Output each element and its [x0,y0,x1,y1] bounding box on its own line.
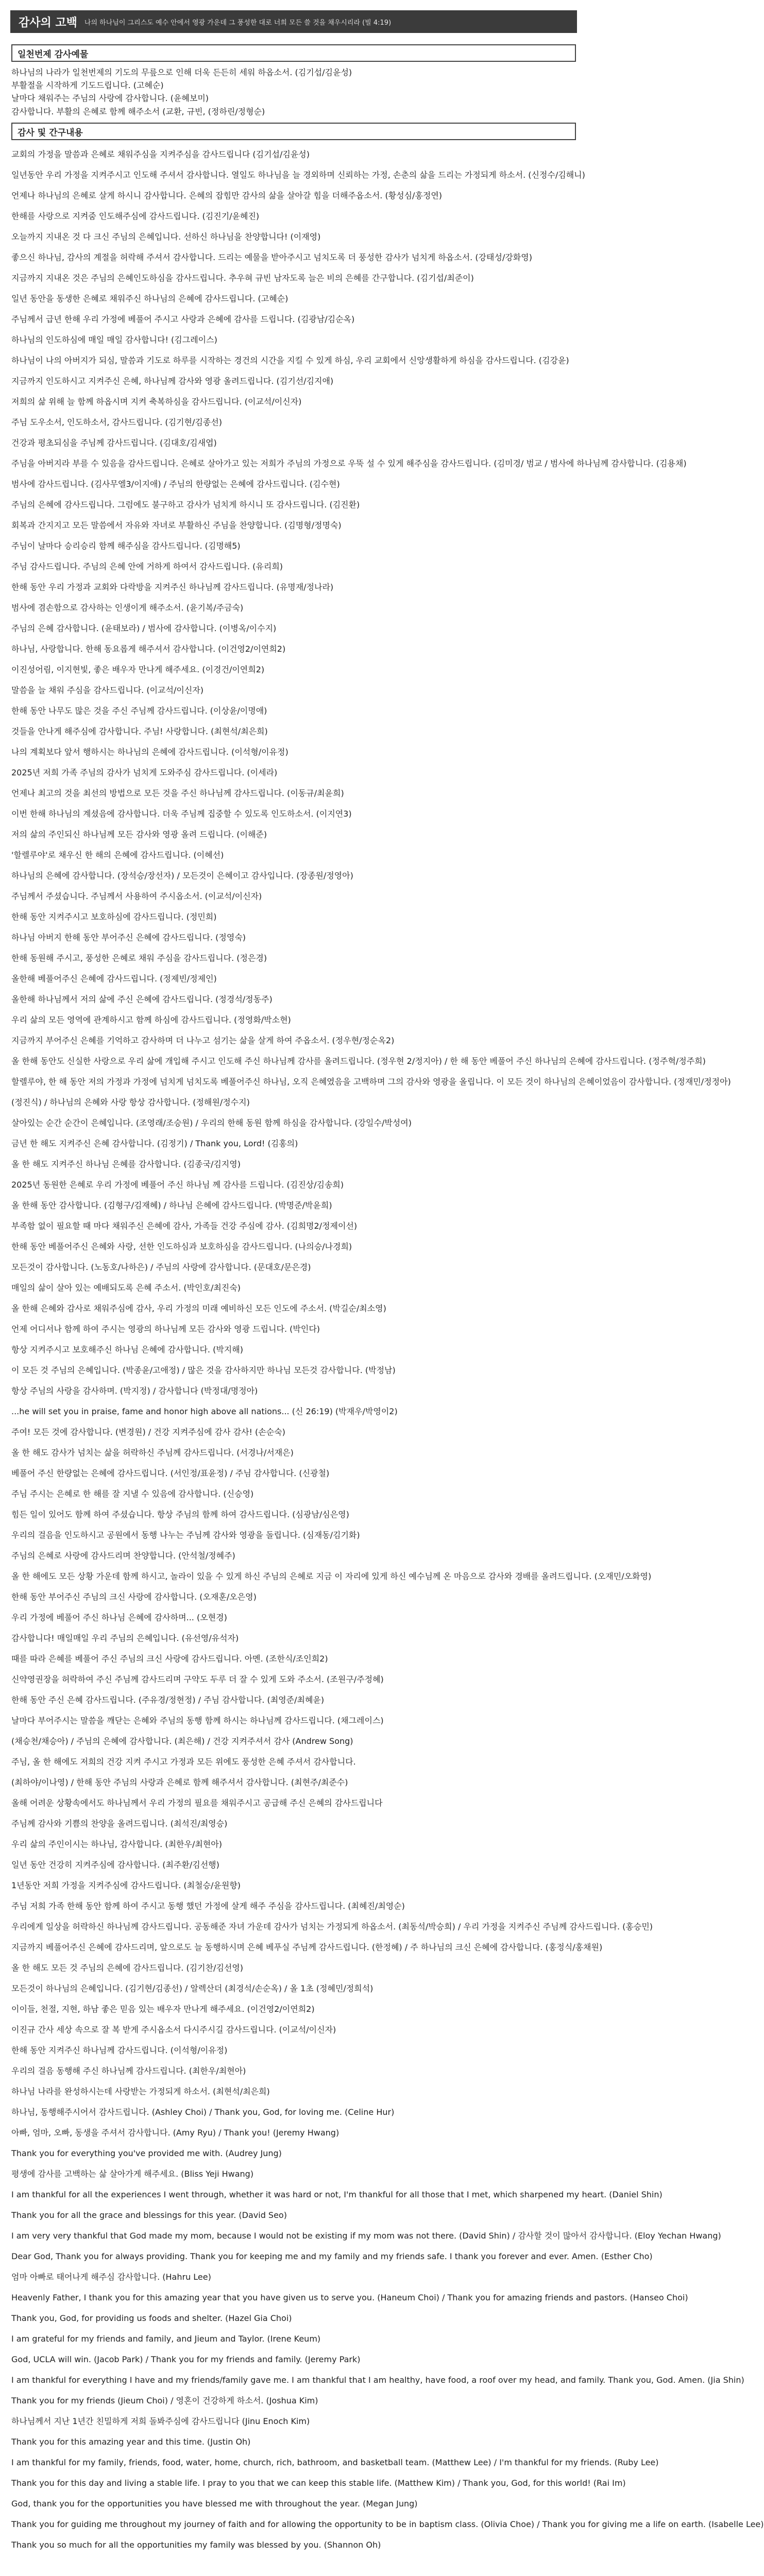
list-item: 하나님의 은혜에 감사합니다. (장석승/장선자) / 모든것이 은혜이고 감사입니다. (장종원/정영아) [11,871,353,880]
list-item: 언제나 하나님의 은혜로 살게 하시니 감사합니다. 은혜의 잡힘만 감사의 삶을 살아갈 힘을 더해주옵소서. (황성심/홍정연) [11,191,443,200]
list-item: 모든것이 하나님의 은혜입니다. (김기현/김종선) / 알렉산더 (최경석/손순옥) / 올 1초 (정혜민/정희석) [11,1984,373,1993]
list-item: 올 한 해도 지켜주신 하나님 은혜를 감사합니다. (김종국/김지영) [11,1159,241,1169]
list-item: 할렐루야, 한 해 동안 저의 가정과 가정에 넘치게 넘치도록 베풀어주신 하나님, 오직 은혜였음을 고백하며 그의 감사와 영광을 올립니다. 이 모든 것이 하나님의 은혜이었음이 감사합니다. (정재민/정정아) [11,1077,731,1087]
list-item: Dear God, Thank you for always providing. Thank you for keeping me and my family and my friends safe. I thank you forever and ever. Amen. (Esther Cho) [11,2251,653,2261]
list-item: I am thankful for everything I have and my friends/family gave me. I am thankful that I am healthy, have food, a roof over my head, and family. Thank you, God. Amen. (Jia Shin) [11,2375,744,2385]
list-item: 올 한해 동안도 신실한 사랑으로 우리 삶에 개입해 주시고 인도해 주신 하나님께 감사를 올려드립니다. (정우현 2/정지아) / 한 해 동안 베풀어 주신 하나님의 은혜에 감사드립니다. (정주혁/정주희) [11,1056,706,1066]
list-item: 지금까지 베풀어주신 은혜에 감사드리며, 앞으로도 늘 동행하시며 은혜 베푸실 주님께 감사드립니다. (한정혜) / 주 하나님의 크신 은혜에 감사합니다. (홍정식/홍채원) [11,1942,603,1952]
list-item: Thank you for everything you've provided me with. (Audrey Jung) [11,2148,282,2158]
list-item: 한해 동안 베풀어주신 은혜와 사랑, 선한 인도하심과 보호하심을 감사드립니다. (나의승/나경희) [11,1242,352,1251]
list-item: I am thankful for all the experiences I went through, whether it was hard or not, I'm thankful for all those that I met, which sharpened my heart. (Daniel Shin) [11,2190,663,2199]
list-item: 주님께 감사와 기쁨의 찬양을 올려드립니다. (최석진/최영승) [11,1819,228,1828]
list-item: 좋으신 하나님, 감사의 계절을 허락해 주셔서 감사합니다. 드리는 예물을 받아주시고 넘치도록 더 풍성한 감사가 넘치게 하옵소서. (강태성/강화영) [11,252,532,262]
list-item: 한해 동안 지켜주신 하나님께 감사드립니다. (이석형/이유정) [11,2045,228,2055]
offering-list [11,66,576,118]
list-item: 하나님의 나라가 일천번제의 기도의 무릎으로 인해 더욱 든든히 세워 하옵소서. (김기섭/김윤성) [11,67,352,77]
list-item: 범사에 겸손함으로 감사하는 인생이게 해주소서. (윤기복/주금숙) [11,603,244,613]
list-item: 우리 가정에 베풀어 주신 하나님 은혜에 감사하며... (오현경) [11,1613,227,1622]
list-item: 주님 주시는 은혜로 한 해를 잘 지낼 수 있음에 감사합니다. (신승영) [11,1489,254,1499]
list-item: 올 한 해도 감사가 넘치는 삶을 허락하신 주님께 감사드립니다. (서경나/서재은) [11,1448,294,1458]
list-item: 한해 동안 우리 가정과 교회와 다락방을 지켜주신 하나님께 감사드립니다. (유명재/정나라) [11,582,334,592]
list-item: Thank you for guiding me throughout my journey of faith and for allowing the opportunity to be in baptism class. (Olivia Choe) / Thank you for giving me a life on earth. (Isabelle Lee) [11,2519,764,2529]
list-item: 날마다 채워주는 주님의 사랑에 감사합니다. (윤혜보미) [11,93,209,104]
list-item: 말씀을 늘 채워 주심을 감사드립니다. (이교석/이신자) [11,685,203,695]
list-item: 언제나 최고의 것을 최선의 방법으로 모든 것을 주신 하나님께 감사드립니다. (이동규/최윤희) [11,788,344,798]
list-item: 하나님, 동행해주시어서 감사드립니다. (Ashley Choi) / Thank you, God, for loving me. (Celine Hur) [11,2107,395,2117]
list-item: Thank you for this day and living a stable life. I pray to you that we can keep this stable life. (Matthew Kim) / Thank you, God, for this world! (Rai Im) [11,2478,626,2488]
list-item: 주님, 올 한 해에도 저희의 건강 지켜 주시고 가정과 모든 위에도 풍성한 은혜 주셔서 감사합니다. [11,1757,356,1767]
list-item: 회복과 간지지고 모든 말씀에서 자유와 자녀로 부활하신 주님을 찬양합니다. (김명형/정명숙) [11,520,342,530]
list-item: 한해 동안 부어주신 주님의 크신 사랑에 감사합니다. (오재훈/오은영) [11,1592,257,1602]
list-item: 하나님께서 지난 1년간 친밀하게 저희 돌봐주심에 감사드립니다 (Jinu Enoch Kim) [11,2416,310,2426]
list-item: I am grateful for my friends and family, and Jieum and Taylor. (Irene Keum) [11,2334,321,2344]
list-item: I am very very thankful that God made my mom, because I would not be existing if my mom was not there. (David Shin) / 감사할 것이 많아서 감사합니다. (Eloy Yechan Hwang) [11,2231,721,2241]
list-item: 하나님 나라를 완성하시는데 사랑받는 가정되게 하소서. (최현석/최은희) [11,2087,270,2096]
list-item: 엄마 아빠로 태어나게 해주심 감사합니다. (Hahru Lee) [11,2272,211,2282]
list-item: 이진성어림, 이지현빛, 좋은 배우자 만나게 해주세요. (이경건/이연희2) [11,665,265,674]
list-item: 아빠, 엄마, 오빠, 동생을 주셔서 감사합니다. (Amy Ryu) / Thank you! (Jeremy Hwang) [11,2128,339,2138]
list-item: 저희의 삶 위해 늘 함께 하옵시며 지켜 축복하심을 감사드립니다. (이교석/이신자) [11,397,302,406]
list-item: (최하야/이나영) / 한해 동안 주님의 사랑과 은혜로 함께 해주셔서 감사합니다. (최현주/최준수) [11,1777,348,1787]
list-item: 한해 동원해 주시고, 풍성한 은혜로 채워 주심을 감사드립니다. (정은경) [11,953,267,963]
list-item: 교회의 가정을 말씀과 은혜로 채워주심을 지켜주심을 감사드립니다 (김기섭/김윤성) [11,149,310,159]
list-item: 한해 동안 지켜주시고 보호하심에 감사드립니다. (정민희) [11,912,217,922]
list-item: 범사에 감사드립니다. (김사무엘3/이지애) / 주님의 한량없는 은혜에 감사드립니다. (김수현) [11,479,340,489]
list-item: 감사합니다. 부활의 은혜로 함께 해주소서 (교환, 규빈, (정하린/정형순) [11,106,265,116]
list-item: 하나님이 나의 아버지가 되심, 말씀과 기도로 하루를 시작하는 경건의 시간을 지킬 수 있게 하심, 우리 교회에서 신앙생활하게 하심을 감사드립니다. (김강윤) [11,355,569,365]
list-item: (정진식) / 하나님의 은혜와 사랑 항상 감사합니다. (정해원/정수지) [11,1097,250,1107]
list-item: 일년동안 우리 가정을 지켜주시고 인도해 주셔서 감사합니다. 열일도 하나님을 늘 경외하며 신뢰하는 가정, 손춘의 삶을 드리는 가정되게 하소서. (신정수/김해니) [11,170,585,180]
list-item: 주님의 은혜로 사랑에 감사드리며 찬양합니다. (안석철/정혜주) [11,1551,235,1561]
list-item: 우리의 걸음을 인도하시고 공원에서 동행 나누는 주님께 감사와 영광을 돌립니다. (심재동/김기화) [11,1530,360,1540]
list-item: 우리에게 일상을 허락하신 하나님께 감사드립니다. 공동해준 자녀 가운데 감사가 넘치는 가정되게 하옵소서. (최동석/박승희) / 우리 가정을 지켜주신 주님께 감사드립니다. (홍승민) [11,1922,653,1931]
list-item: 주님 감사드립니다. 주님의 은혜 안에 거하게 하여서 감사드립니다. (유리희) [11,562,283,571]
section-heading-offering [11,44,576,62]
list-item: Heavenly Father, I thank you for this amazing year that you have given us to serve you. (Haneum Choi) / Thank you for amazing friends and pastors. (Hanseo Choi) [11,2293,688,2302]
page-title: 감사의 고백 [19,16,77,29]
list-item: 올한해 하나님께서 저의 삶에 주신 은혜에 감사드립니다. (정경석/정동주) [11,994,273,1004]
list-item: 주님이 날마다 승리승리 함께 해주심을 감사드립니다. (김명해5) [11,541,241,551]
list-item: 주님의 은혜 감사합니다. (윤태보라) / 범사에 감사합니다. (이병옥/이수지) [11,623,277,633]
list-item: 주님을 아버지라 부를 수 있음을 감사드립니다. 은혜로 살아가고 있는 저희가 주님의 가정으로 우뚝 설 수 있게 해주심을 감사드립니다. (김미경/ 범교 / 범사에 하나님께 감사합니다. (김용채) [11,459,687,468]
list-item: 2025년 동원한 은혜로 우리 가정에 베풀어 주신 하나님 께 감사를 드립니다. (김진상/김송희) [11,1180,344,1190]
list-item: 것들을 안나게 해주심에 감사합니다. 주님! 사랑합니다. (최현석/최은희) [11,726,268,736]
list-item: '할렐루야'로 채우신 한 해의 은혜에 감사드립니다. (이혜선) [11,850,224,860]
list-item: Thank you so much for all the opportunities my family was blessed by you. (Shannon Oh) [11,2540,381,2550]
list-item: 이 모든 것 주님의 은혜입니다. (박종윤/고애정) / 많은 것을 감사하지만 하나님 모든것 감사합니다. (박정남) [11,1365,396,1375]
list-item: 일년 동안을 동생한 은혜로 채워주신 하나님의 은혜에 감사드립니다. (고혜순) [11,294,288,303]
list-item: 하나님 아버지 한해 동안 부어주신 은혜에 감사드립니다. (정영숙) [11,933,246,942]
list-item: ...he will set you in praise, fame and honor high above all nations... (신 26:19) (박재우/박영이2) [11,1406,398,1416]
thanks-list [11,144,764,2555]
list-item: 우리 삶의 모든 영역에 관계하시고 함께 하심에 감사드립니다. (정영화/박소현) [11,1015,291,1025]
list-item: 때를 따라 은혜를 베풀어 주신 주님의 크신 사랑에 감사드립니다. 아멘. (조한식/조인희2) [11,1654,328,1664]
section-title-offering: 일천번제 감사예물 [18,49,89,60]
section-title-thanks: 감사 및 간구내용 [18,127,83,138]
list-item: 우리의 걸음 동행해 주신 하나님께 감사드립니다. (최한우/최현아) [11,2066,246,2076]
list-item: 감사합니다! 매일매일 우리 주님의 은혜입니다. (유선영/유석자) [11,1633,239,1643]
list-item: 지금까지 부어주신 은혜를 기억하고 감사하며 더 나누고 섬기는 삶을 살게 하여 주옵소서. (정우현/정순옥2) [11,1036,395,1045]
list-item: 금년 한 해도 지켜주신 은혜 감사합니다. (김정기) / Thank you, Lord! (김홍의) [11,1139,298,1148]
list-item: 항상 지켜주시고 보호해주신 하나님 은혜에 감사합니다. (박지해) [11,1345,243,1354]
list-item: 하나님의 인도하심에 매일 매일 감사합니다! (김그레이스) [11,335,217,345]
list-item: 이이들, 천절, 지현, 하남 좋은 믿음 있는 배우자 만나게 해주세요. (이건영2/이연희2) [11,2004,315,2014]
list-item: Thank you for all the grace and blessings for this year. (David Seo) [11,2210,287,2220]
list-item: 베풀어 주신 한량없는 은혜에 감사드립니다. (서인정/표윤정) / 주님 감사합니다. (신광철) [11,1468,330,1478]
list-item: 올 한해 은혜와 감사로 채워주심에 감사, 우리 가정의 미래 예비하신 모든 인도에 주소서. (박길순/최소영) [11,1303,386,1313]
list-item: 하나님, 사랑합니다. 한해 동요롭게 해주셔서 감사합니다. (이건영2/이연희2) [11,644,286,654]
list-item: I am thankful for my family, friends, food, water, home, church, rich, bathroom, and basketball team. (Matthew Lee) / I'm thankful for my friends. (Ruby Lee) [11,2458,659,2467]
list-item: God, thank you for the opportunities you have blessed me with throughout the year. (Megan Jung) [11,2499,418,2509]
list-item: 오늘까지 지내온 것 다 크신 주님의 은혜입니다. 선하신 하나님을 찬양합니다! (이재영) [11,232,321,242]
list-item: 일년 동안 건강히 지켜주심에 감사합니다. (최주환/김선행) [11,1860,219,1870]
list-item: 우리 삶의 주인이시는 하나님, 감사합니다. (최한우/최현아) [11,1839,222,1849]
header-verse: 나의 하나님이 그리스도 예수 안에서 영광 가운데 그 풍성한 대로 너희 모든 쓸 것을 채우시리라 (빌 4:19) [84,19,392,27]
list-item: 1년동안 저희 가정을 지켜주심에 감사드립니다. (최철승/윤원향) [11,1880,241,1890]
list-item: 올 한 해도 모든 것 주님의 은혜에 감사드립니다. (김기찬/김선영) [11,1963,244,1973]
list-item: 주님의 은혜에 감사드립니다. 그럼에도 불구하고 감사가 넘치게 하시니 또 감사드립니다. (김진환) [11,500,360,510]
list-item: 한해 동안 주신 은혜 감사드립니다. (주유경/정현정) / 주님 감사합니다. (최영준/최혜윤) [11,1695,325,1705]
list-item: 항상 주님의 사랑을 감사하며. (박지정) / 감사합니다 (박정대/명정아) [11,1386,258,1396]
list-item: 신약영권장을 허락하여 주신 주님께 감사드리며 구약도 두루 더 잘 수 있게 도와 주소서. (조원구/주정혜) [11,1674,384,1684]
list-item: 매일의 삶이 살아 있는 예배되도록 은혜 주소서. (박인호/최진숙) [11,1283,241,1293]
list-item: 언제 어디서나 함께 하여 주시는 영광의 하나님께 모든 감사와 영광 드립니다. (박인다) [11,1324,320,1334]
list-item: Thank you for this amazing year and this time. (Justin Oh) [11,2437,251,2447]
list-item: 날마다 부어주시는 말씀을 깨닫는 은혜와 주님의 동행 함께 하시는 하나님께 감사드립니다. (채그레이스) [11,1716,384,1725]
list-item: 살아있는 순간 순간이 은혜입니다. (조영래/조승원) / 우리의 한해 동원 함께 하심을 감사합니다. (강일수/박성여) [11,1118,412,1128]
list-item: 주님 저희 가족 한해 동안 함께 하여 주시고 동행 했던 가정에 살게 해주 주심을 감사드립니다. (최혜진/최영순) [11,1901,405,1911]
list-item: 모든것이 감사합니다. (노동호/나하은) / 주님의 사랑에 감사합니다. (문대호/문은경) [11,1262,311,1272]
list-item: 저의 삶의 주인되신 하나님께 모든 감사와 영광 올려 드립니다. (이해준) [11,829,267,839]
list-item: 평생에 감사를 고백하는 삶 살아가게 해주세요. (Bliss Yeji Hwang) [11,2169,254,2179]
list-item: 한해 동안 나무도 많은 것을 주신 주님께 감사드립니다. (이상윤/이명애) [11,706,267,716]
list-item: 힘든 일이 있어도 함께 하여 주셨습니다. 항상 주님의 함께 하여 감사드립니다. (심광남/심은영) [11,1510,349,1519]
list-item: 이진규 간사 세상 속으로 잘 복 받게 주시옵소서 다시주시길 감사드립니다. (이교석/이신자) [11,2025,336,2035]
list-item: 올 한해 동안 감사합니다. (김형구/김재혜) / 하나님 은혜에 감사드립니다. (박명준/박윤희) [11,1200,332,1210]
list-item: Thank you, God, for providing us foods and shelter. (Hazel Gia Choi) [11,2313,292,2323]
list-item: (채승천/채승아) / 주님의 은혜에 감사합니다. (최은해) / 건강 지켜주셔서 감사 (Andrew Song) [11,1736,353,1746]
list-item: 주여! 모든 것에 감사합니다. (변경원) / 건강 지켜주심에 감사 감사! (손순숙) [11,1427,285,1437]
list-item: 지금까지 인도하시고 지켜주신 은혜, 하나님께 감사와 영광 올려드립니다. (김기선/김지애) [11,376,334,386]
list-item: Thank you for my friends (Jieum Choi) / 영혼이 건강하게 하소서. (Joshua Kim) [11,2396,318,2405]
list-item: 지금까지 지내온 것은 주님의 은혜인도하심을 감사드립니다. 추우혀 규빈 남자도록 늘은 비의 은혜를 간구합니다. (김기섭/최준이) [11,273,474,283]
list-item: 2025년 저희 가족 주님의 감사가 넘치게 도와주심 감사드립니다. (이세라) [11,768,278,777]
list-item: 올 한 해에도 모든 상황 가운데 함께 하시고, 놀라이 있을 수 있게 하신 주님의 은혜로 지금 이 자리에 있게 하신 예수님께 온 마음으로 감사와 경배를 올려드립니다. (오재민/오화영) [11,1571,652,1581]
list-item: 부족함 없이 필요할 때 마다 채워주신 은혜에 감사, 가족들 건강 주심에 감사. (김희명2/정제이선) [11,1221,358,1231]
list-item: 건강과 평초되심을 주님께 감사드립니다. (김대호/김새엽) [11,438,217,448]
list-item: 나의 계획보다 앞서 행하시는 하나님의 은혜에 감사드립니다. (이석형/이유정) [11,747,288,757]
list-item: 부활절을 시작하게 기도드립니다. (고혜순) [11,80,164,91]
section-heading-thanks [11,123,576,140]
list-item: 주님께서 주셨습니다. 주님께서 사용하여 주시옵소서. (이교석/이신자) [11,891,262,901]
page-header [10,10,577,33]
list-item: God, UCLA will win. (Jacob Park) / Thank you for my friends and family. (Jeremy Park) [11,2354,361,2364]
list-item: 올한해 베풀어주신 은혜에 감사드립니다. (정제빈/정제인) [11,974,217,984]
list-item: 주님께서 급년 한해 우리 가정에 베풀어 주시고 사랑과 은혜에 감사를 드립니다. (김광남/김순옥) [11,314,355,324]
list-item: 이번 한해 하나님의 계셨음에 감사합니다. 더욱 주님께 집중할 수 있도록 인도하소서. (이지연3) [11,809,352,819]
list-item: 올해 어려운 상황속에서도 하나님께서 우리 가정의 필요를 채워주시고 공급해 주신 은혜의 감사드립니다 [11,1798,383,1808]
list-item: 한해를 사랑으로 지켜줌 인도해주심에 감사드립니다. (김진기/윤혜진) [11,211,260,221]
list-item: 주님 도우소서, 인도하소서, 감사드립니다. (김기현/김종선) [11,417,222,427]
